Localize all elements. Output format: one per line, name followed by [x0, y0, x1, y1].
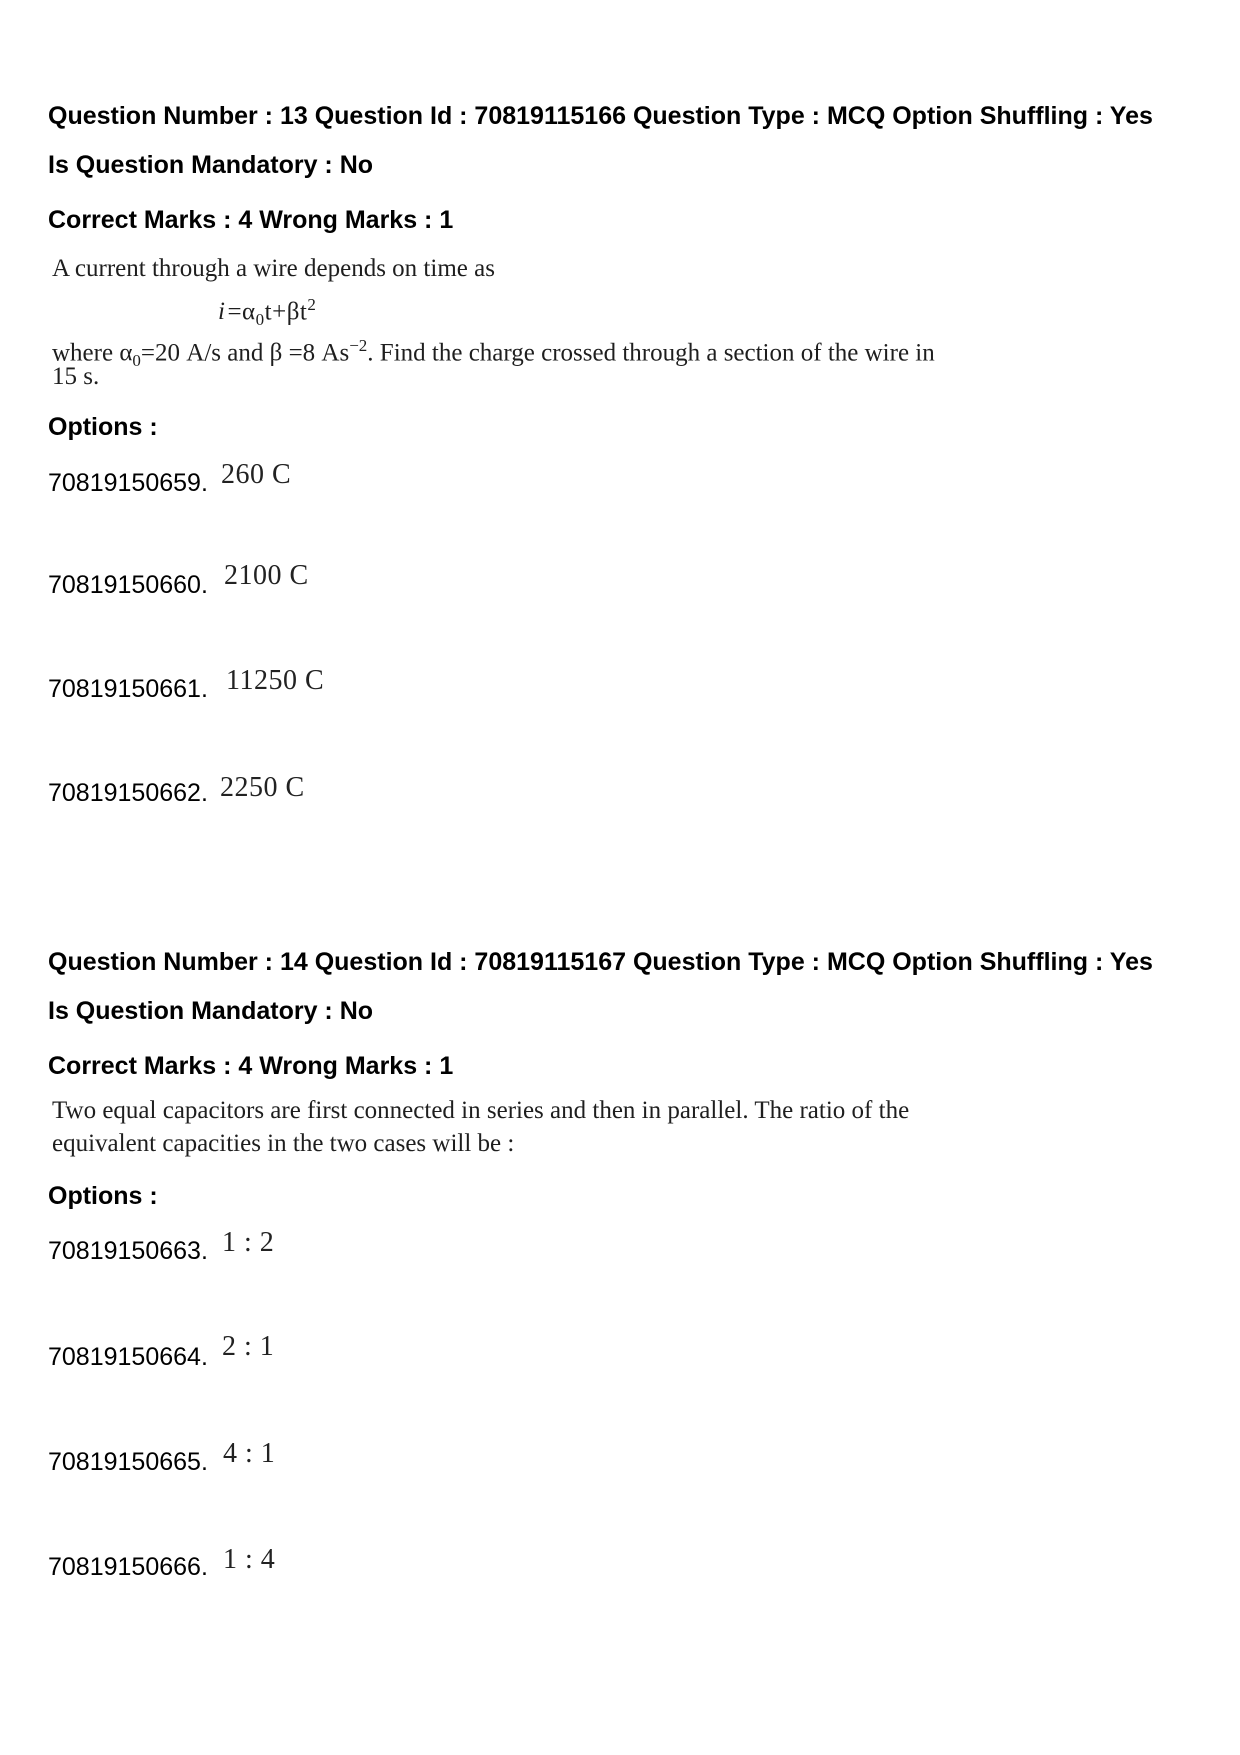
- equation-superscript: 2: [307, 295, 317, 314]
- correct-marks: Correct Marks : 4: [48, 206, 253, 234]
- stem-subscript: 0: [132, 350, 141, 370]
- option-text: 260 C: [221, 459, 292, 490]
- equation-part: =α: [227, 298, 256, 326]
- option-text: 11250 C: [226, 665, 325, 696]
- stem-text: where α: [52, 339, 133, 367]
- stem-superscript: −2: [349, 336, 368, 355]
- question-stem-line: A current through a wire depends on time as: [52, 255, 495, 282]
- question-mandatory: Is Question Mandatory : No: [48, 151, 374, 179]
- option-id: 70819150661.: [48, 675, 208, 703]
- option-text: 1 : 2: [222, 1227, 275, 1258]
- question-number: Question Number : 14: [48, 948, 308, 976]
- wrong-marks: Wrong Marks : 1: [259, 1052, 454, 1080]
- stem-text: . Find the charge crossed through a section of the wire in: [367, 339, 935, 367]
- equation-part: t+βt: [264, 298, 308, 326]
- question-equation: [218, 290, 316, 334]
- option-text: 4 : 1: [223, 1438, 276, 1469]
- question-stem-line: 15 s.: [52, 363, 100, 390]
- question-stem-line: [52, 331, 935, 375]
- option-id: 70819150664.: [48, 1343, 208, 1371]
- option-text: 2100 C: [224, 560, 309, 591]
- question-id: Question Id : 70819115167: [314, 948, 626, 976]
- option-shuffling: Option Shuffling : Yes: [892, 102, 1153, 130]
- option-id: 70819150665.: [48, 1448, 208, 1476]
- correct-marks: Correct Marks : 4: [48, 1052, 253, 1080]
- question-id: Question Id : 70819115166: [314, 102, 626, 130]
- options-label: Options :: [48, 1182, 158, 1210]
- option-text: 1 : 4: [223, 1544, 276, 1575]
- option-id: 70819150659.: [48, 469, 208, 497]
- question-type: Question Type : MCQ: [632, 948, 886, 976]
- stem-text: =20 A/s and β =8 As: [140, 339, 350, 367]
- question-stem-line: Two equal capacitors are first connected in series and then in parallel. The ratio of the: [52, 1097, 910, 1124]
- question-marks-line: [48, 205, 453, 235]
- option-text: 2 : 1: [222, 1331, 275, 1362]
- question-type: Question Type : MCQ: [632, 102, 886, 130]
- option-id: 70819150666.: [48, 1553, 208, 1581]
- wrong-marks: Wrong Marks : 1: [259, 206, 454, 234]
- option-id: 70819150660.: [48, 571, 208, 599]
- equation-subscript: 0: [255, 309, 265, 329]
- question-stem-line: equivalent capacities in the two cases will be :: [52, 1130, 515, 1157]
- question-mandatory: Is Question Mandatory : No: [48, 997, 374, 1025]
- equation-symbol-i: i: [218, 298, 226, 326]
- option-id: 70819150663.: [48, 1237, 208, 1265]
- question-meta-line: [48, 101, 1153, 131]
- question-marks-line: [48, 1051, 453, 1081]
- option-text: 2250 C: [220, 772, 305, 803]
- question-number: Question Number : 13: [48, 102, 308, 130]
- question-meta-line: [48, 947, 1153, 977]
- option-shuffling: Option Shuffling : Yes: [892, 948, 1153, 976]
- option-id: 70819150662.: [48, 779, 208, 807]
- options-label: Options :: [48, 413, 158, 441]
